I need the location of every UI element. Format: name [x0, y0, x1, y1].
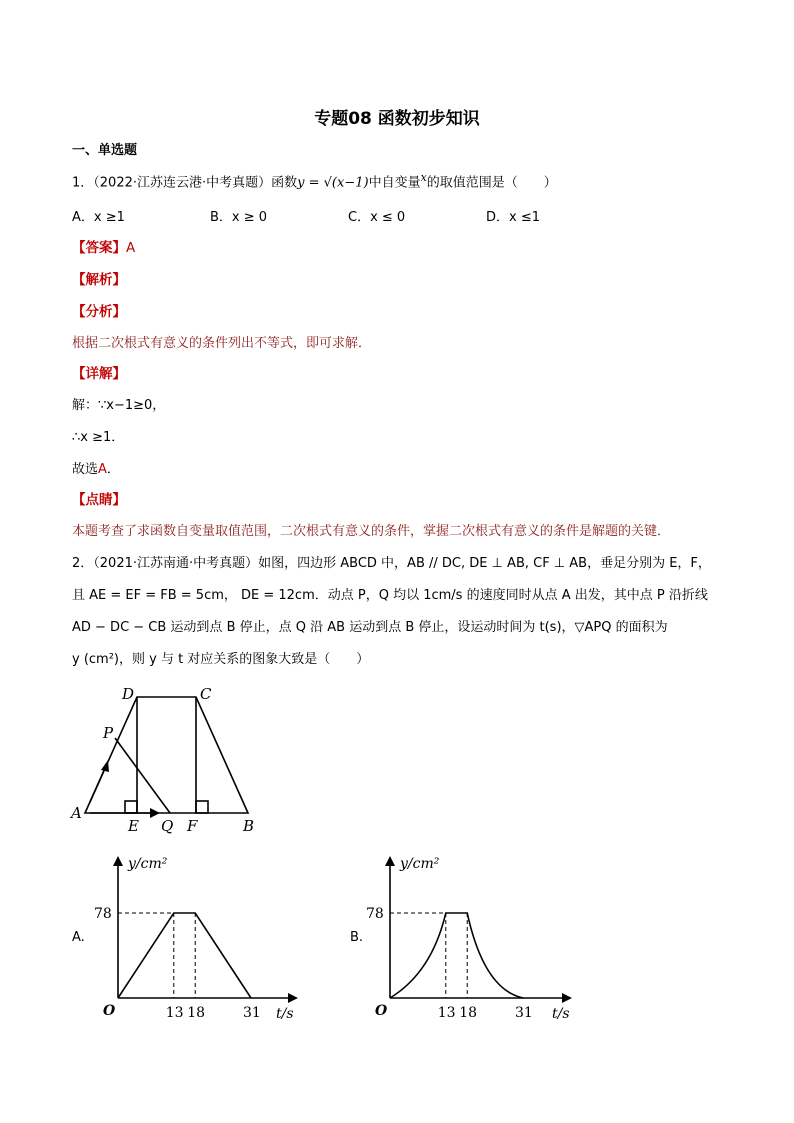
graph-b-origin: O: [375, 1003, 388, 1019]
label-a: A: [71, 804, 82, 822]
graph-b-option: B.: [350, 930, 364, 945]
section-heading: 一、单选题: [72, 143, 138, 158]
q1-jiexi-label: 【解析】: [72, 272, 126, 288]
graph-a-y-tick-78: 78: [94, 906, 112, 922]
q1-formula: y = √(x−1): [297, 175, 369, 191]
graph-b-x-tick-13: 13: [437, 1005, 456, 1021]
q2-line2: 且 AE = EF = FB = 5cm， DE = 12cm．动点 P，Q 均以 1cm/s 的速度同时从点 A 出发，其中点 P 沿折线: [72, 588, 708, 603]
graph-b-x-arrow: [562, 993, 572, 1003]
q1-answer-label: 【答案】: [72, 240, 126, 256]
graph-a-x-tick-31: 31: [243, 1005, 261, 1021]
right-angle-f: [196, 801, 208, 813]
q1-stem-pre: 1．（2022·江苏连云港·中考真题）函数: [72, 175, 298, 191]
q1-option-a: A．x ≥1: [72, 210, 125, 225]
q2-line1: 2．（2021·江苏南通·中考真题）如图，四边形 ABCD 中，AB // DC, DE ⊥ AB, CF ⊥ AB，垂足分别为 E，F，: [72, 556, 711, 571]
arrow-aq-head: [150, 808, 160, 818]
q1-option-d: D．x ≤1: [486, 210, 540, 225]
q1-var-x: x: [420, 171, 427, 184]
graph-b: [366, 850, 582, 1030]
graph-a-series-line: [118, 913, 251, 998]
label-f: F: [187, 817, 198, 835]
graph-a-origin: O: [103, 1003, 116, 1019]
graph-b-y-tick-78: 78: [366, 906, 384, 922]
q1-answer: [72, 236, 135, 256]
q1-dianjing-text: 本题考查了求函数自变量取值范围，二次根式有意义的条件，掌握二次根式有意义的条件是解题的关键．: [72, 524, 671, 539]
q1-step1: 解：∵x−1≥0，: [72, 398, 166, 413]
graph-b-series-line: [390, 913, 523, 998]
q1-option-c: C．x ≤ 0: [348, 210, 406, 225]
q1-xiangjie-label: 【详解】: [72, 366, 126, 382]
q1-step2: ∴x ≥1．: [72, 430, 125, 445]
trapezoid-figure: [60, 680, 290, 840]
graph-b-x-label: t/s: [552, 1006, 570, 1022]
q1-stem-mid: 中自变量: [368, 175, 421, 191]
q1-step3-post: ．: [106, 462, 120, 477]
graph-b-x-tick-31: 31: [515, 1005, 533, 1021]
graph-a-x-label: t/s: [276, 1006, 294, 1022]
q1-stem-post: 的取值范围是（ ）: [426, 175, 557, 191]
label-b: B: [243, 817, 255, 835]
label-e: E: [128, 817, 139, 835]
label-p: P: [103, 724, 114, 742]
graph-b-y-arrow: [385, 856, 395, 866]
label-q: Q: [161, 817, 174, 835]
graph-a: [94, 850, 310, 1030]
page-title: 专题08 函数初步知识: [314, 109, 480, 129]
q2-line3: AD − DC − CB 运动到点 B 停止，点 Q 沿 AB 运动到点 B 停止，设运动时间为 t(s)，▽APQ 的面积为: [72, 620, 668, 635]
q1-answer-value: A: [126, 240, 136, 256]
q2-line4: y (cm²)，则 y 与 t 对应关系的图象大致是（ ）: [72, 652, 370, 667]
graph-a-x-tick-18: 18: [187, 1005, 206, 1021]
q1-fenxi-text: 根据二次根式有意义的条件列出不等式，即可求解．: [72, 336, 372, 351]
label-c: C: [200, 685, 212, 703]
graph-a-x-arrow: [288, 993, 298, 1003]
q1-step3-pre: 故选: [72, 462, 99, 477]
graph-b-y-label: y/cm²: [400, 856, 440, 872]
right-angle-e: [125, 801, 137, 813]
graph-a-x-tick-13: 13: [165, 1005, 184, 1021]
graph-a-y-arrow: [113, 856, 123, 866]
q1-option-b: B．x ≥ 0: [210, 210, 268, 225]
q1-dianjing-label: 【点睛】: [72, 492, 126, 508]
graph-a-option: A.: [72, 930, 85, 945]
graph-b-x-tick-18: 18: [459, 1005, 478, 1021]
q1-stem: [72, 171, 557, 190]
label-d: D: [122, 685, 135, 703]
segment-pq: [115, 738, 170, 813]
graph-a-y-label: y/cm²: [128, 856, 168, 872]
q1-fenxi-label: 【分析】: [72, 304, 126, 320]
arrow-ad-head: [101, 760, 109, 772]
q1-step3: [72, 458, 120, 477]
q1-step3-val: A: [98, 462, 107, 477]
trapezoid-abcd: [85, 697, 248, 813]
